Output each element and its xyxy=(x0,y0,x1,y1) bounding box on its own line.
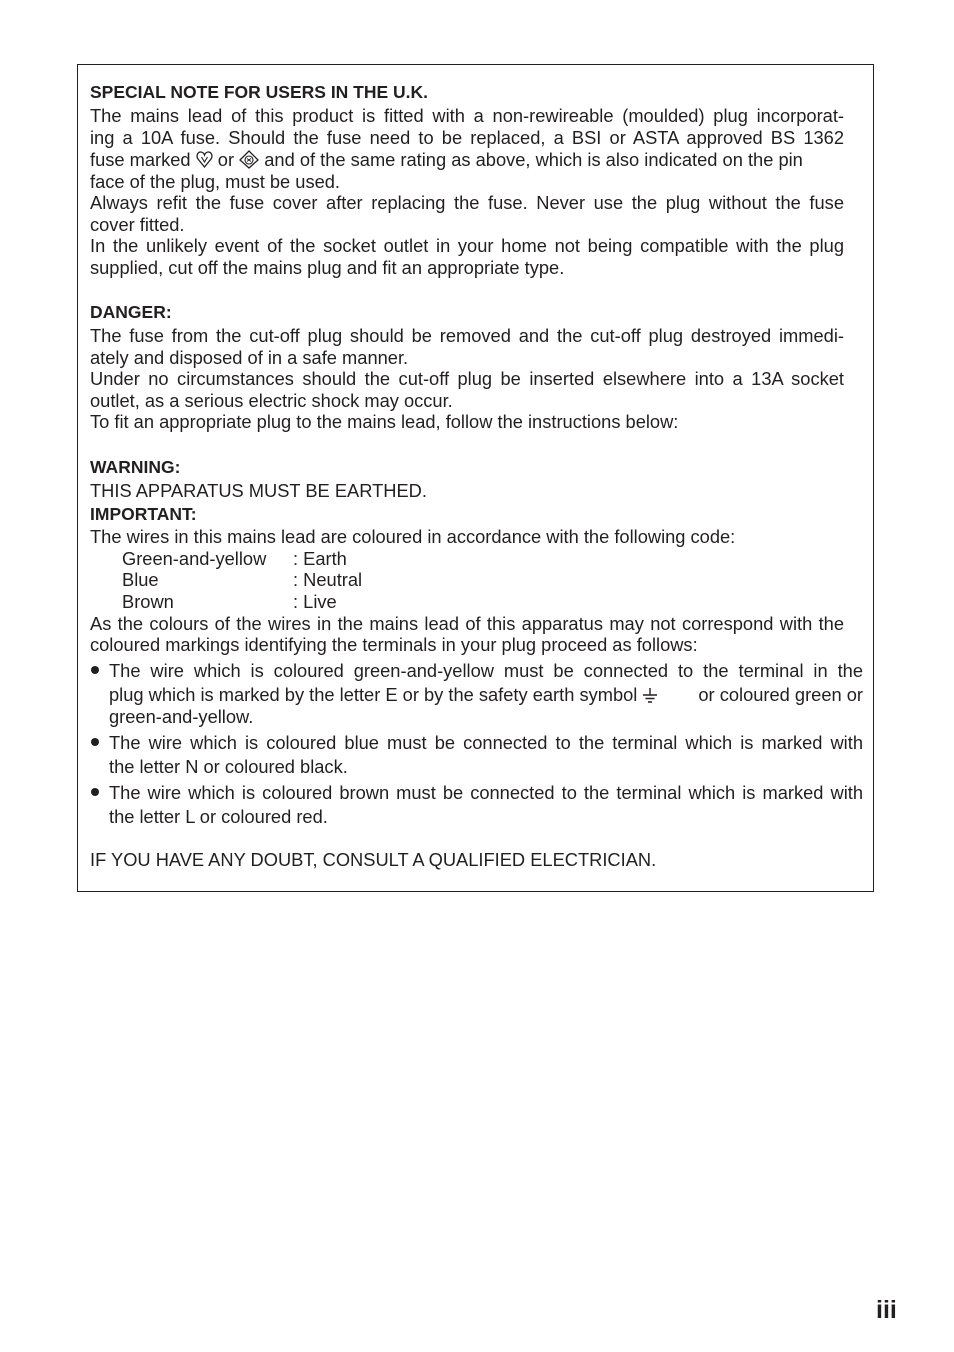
uk-note-para1-line3 xyxy=(90,149,803,174)
closing-advice: IF YOU HAVE ANY DOUBT, CONSULT A QUALIFIED ELECTRICIAN. xyxy=(90,849,657,870)
danger-para1-line2: ately and disposed of in a safe manner. xyxy=(90,347,409,368)
wire-code-meaning: : Neutral xyxy=(293,569,363,590)
bullet-icon xyxy=(91,788,99,796)
uk-safety-note-box xyxy=(77,64,874,892)
important-heading: IMPORTANT: xyxy=(90,504,197,524)
bullet2-line2: the letter N or coloured black. xyxy=(109,756,348,777)
uk-note-para3-line1: In the unlikely event of the socket outlet in your home not being compatible with the plug xyxy=(90,235,844,256)
page-number: iii xyxy=(876,1296,897,1324)
bullet1-line2-part-b: or coloured green or xyxy=(698,684,863,705)
danger-para2-line2: outlet, as a serious electric shock may occur. xyxy=(90,390,453,411)
wire-code-meaning: : Earth xyxy=(293,548,347,569)
uk-note-para1-line2: ing a 10A fuse. Should the fuse need to be replaced, a BSI or ASTA approved BS 1362 xyxy=(90,127,844,148)
important-intro: The wires in this mains lead are coloured in accordance with the following code: xyxy=(90,526,736,547)
uk-note-para2-line2: cover fitted. xyxy=(90,214,185,235)
wire-code-colour: Brown xyxy=(122,591,174,612)
wire-code-meaning: : Live xyxy=(293,591,337,612)
uk-note-heading: SPECIAL NOTE FOR USERS IN THE U.K. xyxy=(90,82,429,102)
uk-note-para1-line3-part-a: fuse marked xyxy=(90,149,191,170)
bullet3-line1: The wire which is coloured brown must be connected to the terminal which is marked with xyxy=(109,782,863,803)
danger-para2-line1: Under no circumstances should the cut-off plug be inserted elsewhere into a 13A socket xyxy=(90,368,844,389)
warning-text: THIS APPARATUS MUST BE EARTHED. xyxy=(90,480,427,501)
asta-mark-icon xyxy=(239,150,259,174)
bsi-kitemark-icon xyxy=(196,150,213,174)
bullet1-line2-part-a: plug which is marked by the letter E or by the safety earth symbol xyxy=(109,684,638,705)
uk-note-para1-line1: The mains lead of this product is fitted with a non-rewireable (moulded) plug incorporat- xyxy=(90,105,844,126)
danger-heading: DANGER: xyxy=(90,302,172,322)
important-para-line2: coloured markings identifying the terminals in your plug proceed as follows: xyxy=(90,634,698,655)
bullet1-line3: green-and-yellow. xyxy=(109,706,254,727)
bullet1-line1: The wire which is coloured green-and-yellow must be connected to the terminal in the xyxy=(109,660,863,681)
wire-code-colour: Green-and-yellow xyxy=(122,548,267,569)
bullet3-line2: the letter L or coloured red. xyxy=(109,806,328,827)
danger-para3-line1: To fit an appropriate plug to the mains lead, follow the instructions below: xyxy=(90,411,679,432)
bullet1-line2 xyxy=(109,684,863,709)
uk-note-para2-line1: Always refit the fuse cover after replacing the fuse. Never use the plug without the fuse xyxy=(90,192,844,213)
uk-note-para1-line4: face of the plug, must be used. xyxy=(90,171,341,192)
uk-note-para3-line2: supplied, cut off the mains plug and fit an appropriate type. xyxy=(90,257,565,278)
bullet-icon xyxy=(91,738,99,746)
danger-para1-line1: The fuse from the cut-off plug should be removed and the cut-off plug destroyed immedi- xyxy=(90,325,844,346)
important-para-line1: As the colours of the wires in the mains lead of this apparatus may not correspond with the xyxy=(90,613,844,634)
bullet-icon xyxy=(91,666,99,674)
warning-heading: WARNING: xyxy=(90,457,181,477)
uk-note-para1-line3-part-b: or xyxy=(217,149,235,170)
bullet2-line1: The wire which is coloured blue must be connected to the terminal which is marked with xyxy=(109,732,863,753)
earth-symbol-icon xyxy=(642,686,658,709)
wire-code-colour: Blue xyxy=(122,569,159,590)
uk-note-para1-line3-part-c: and of the same rating as above, which is also indicated on the pin xyxy=(264,149,803,170)
